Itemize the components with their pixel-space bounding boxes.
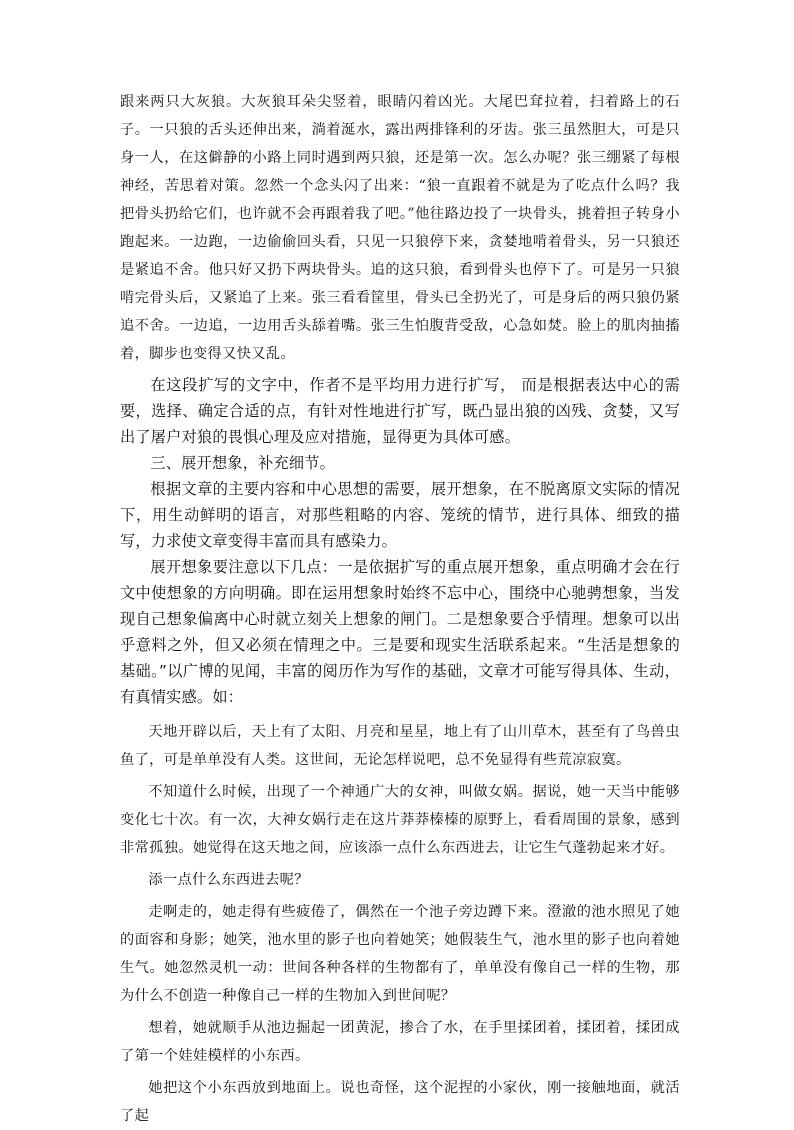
commentary-paragraph: 在这段扩写的文字中，作者不是平均用力进行扩写， 而是根据表达中心的需要，选择、确定合适的点，有针对性地进行扩写，既凸显出狼的凶残、贪婪，又写出了屠户对狼的畏惧心理及应对措施，显得更为具体可感。 bbox=[120, 376, 680, 446]
document-body bbox=[120, 88, 680, 1130]
imagination-points: 展开想象要注意以下几点：一是依据扩写的重点展开想象，重点明确才会在行文中使想象的方向明确。即在运用想象时始终不忘中心，围绕中心驰骋想象，当发现自己想象偏离中心时就立刻关上想象的闸门。二是想象要合乎情理。想象可以出乎意料之外，但又必须在情理之中。三是要和现实生活联系起来。“生活是想象的基础。”以广博的见闻，丰富的阅历作为写作的基础，文章才可能写得具体、生动，有真情实感。如： bbox=[120, 558, 680, 706]
nuwa-excerpt-p2: 不知道什么时候，出现了一个神通广大的女神，叫做女娲。据说，她一天当中能够变化七十次。有一次，大神女娲行走在这片莽莽榛榛的原野上，看看周围的景象，感到非常孤独。她觉得在这天地之间，应该添一点什么东西进去，让它生气蓬勃起来才好。 bbox=[120, 784, 680, 856]
section-heading-imagination: 三、展开想象，补充细节。 bbox=[150, 454, 336, 472]
nuwa-excerpt-p3: 添一点什么东西进去呢？ bbox=[148, 872, 309, 888]
nuwa-excerpt-p5: 想着，她就顺手从池边掘起一团黄泥，掺合了水，在手里揉团着，揉团着，揉团成了第一个娃娃模样的小东西。 bbox=[120, 1020, 680, 1064]
nuwa-excerpt-p1: 天地开辟以后，天上有了太阳、月亮和星星，地上有了山川草木，甚至有了鸟兽虫鱼了，可是单单没有人类。这世间，无论怎样说吧，总不免显得有些荒凉寂寞。 bbox=[120, 724, 680, 768]
nuwa-excerpt-p6: 她把这个小东西放到地面上。说也奇怪，这个泥捏的小家伙，刚一接触地面，就活了起 bbox=[120, 1080, 680, 1124]
imagination-explanation: 根据文章的主要内容和中心思想的需要，展开想象，在不脱离原文实际的情况下，用生动鲜明的语言，对那些粗略的内容、笼统的情节，进行具体、细致的描写，力求使文章变得丰富而具有感染力。 bbox=[120, 480, 680, 550]
nuwa-excerpt-p4: 走啊走的，她走得有些疲倦了，偶然在一个池子旁边蹲下来。澄澈的池水照见了她的面容和身影；她笑，池水里的影子也向着她笑；她假装生气，池水里的影子也向着她生气。她忽然灵机一动：世间各种各样的生物都有了，单单没有像自己一样的生物，那为什么不创造一种像自己一样的生物加入到世间呢？ bbox=[120, 904, 680, 1004]
excerpt-wolf-chase: 跟来两只大灰狼。大灰狼耳朵尖竖着，眼睛闪着凶光。大尾巴耷拉着，扫着路上的石子。一只狼的舌头还伸出来，淌着涎水，露出两排锋利的牙齿。张三虽然胆大，可是只身一人，在这僻静的小路上同时遇到两只狼，还是第一次。怎么办呢？张三绷紧了每根神经，苦思着对策。忽然一个念头闪了出来：“狼一直跟着不就是为了吃点什么吗？我把骨头扔给它们，也许就不会再跟着我了吧。”他往路边投了一块骨头，挑着担子转身小跑起来。一边跑，一边偷偷回头看，只见一只狼停下来，贪婪地啃着骨头，另一只狼还是紧追不舍。他只好又扔下两块骨头。追的这只狼，看到骨头也停下了。可是另一只狼啃完骨头后，又紧追了上来。张三看看筐里，骨头已全扔光了，可是身后的两只狼仍紧追不舍。一边追，一边用舌头舔着嘴。张三生怕腹背受敌，心急如焚。脸上的肌肉抽搐着，脚步也变得又快又乱。 bbox=[120, 94, 680, 362]
